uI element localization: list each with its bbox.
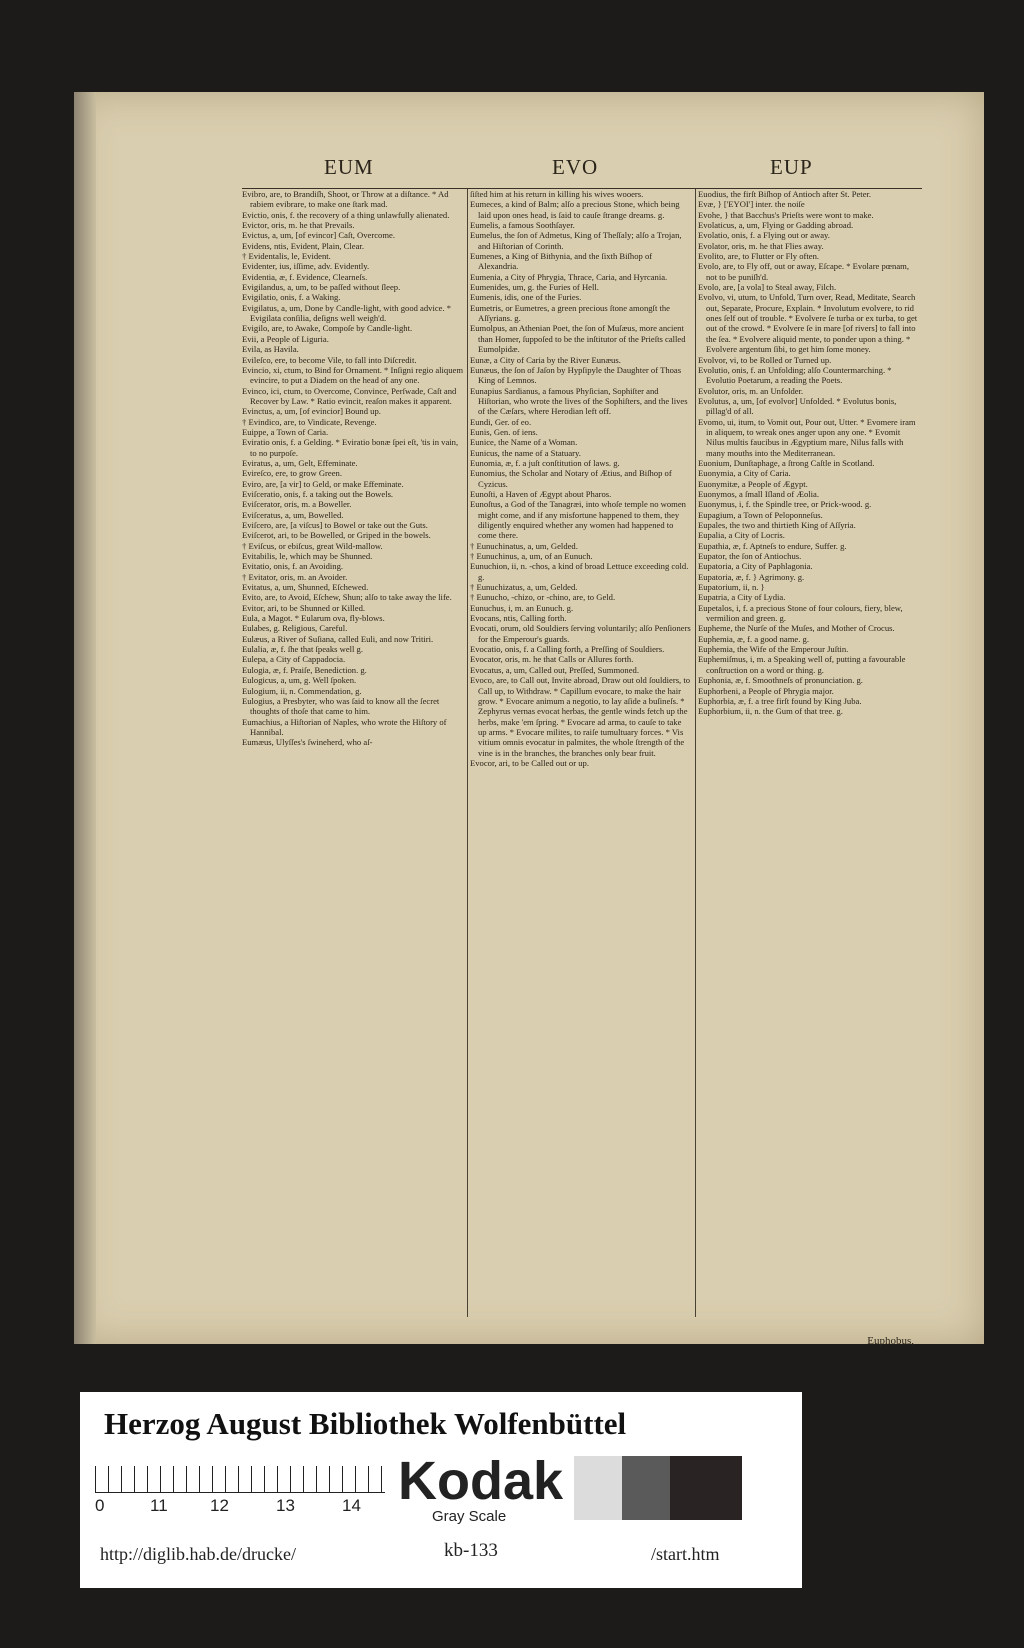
url-suffix: /start.htm: [651, 1544, 720, 1564]
dictionary-entry: Eupagium, a Town of Peloponneſus.: [698, 509, 823, 520]
dictionary-entry: Evitor, ari, to be Shunned or Killed.: [242, 602, 366, 613]
dictionary-entry: Eunis, Gen. of iens.: [470, 426, 538, 437]
dictionary-entry: Eulepa, a City of Cappadocia.: [242, 654, 346, 665]
dictionary-entry: Eula, a Magot. * Eularum ova, fly-blows.: [242, 613, 385, 624]
dictionary-entry: Eulogicus, a, um, g. Well ſpoken.: [242, 675, 357, 686]
dictionary-entry: Eulogius, a Presbyter, who was ſaid to know all the ſecret thoughts of thoſe that came to him.: [242, 695, 440, 717]
dictionary-entry: Eunomia, æ, f. a juſt conſtitution of laws. g.: [470, 457, 620, 468]
dictionary-entry: Evolvor, vi, to be Rolled or Turned up.: [698, 354, 832, 365]
running-head-left: EUM: [324, 155, 374, 179]
dictionary-entry: Euphonia, æ, f. Smoothneſs of pronunciation. g.: [698, 675, 863, 686]
dictionary-entry: Eupatoria, a City of Paphlagonia.: [698, 561, 813, 572]
dictionary-entry: Eunæ, a City of Caria by the River Eunæus.: [470, 354, 621, 365]
dictionary-entry: Eviratio onis, f. a Gelding. * Eviratio bonæ ſpei eſt, 'tis in vain, to no purpoſe.: [242, 437, 459, 458]
dictionary-entry: Evitatus, a, um, Shunned, Eſchewed.: [242, 582, 369, 593]
dictionary-entry: Eulabes, g. Religious, Careful.: [242, 623, 348, 634]
dictionary-entry: Evictio, onis, f. the recovery of a thing unlawfully alienated.: [242, 209, 450, 220]
dictionary-entry: Evitatio, onis, f. an Avoiding.: [242, 561, 344, 572]
dictionary-entry: Evito, are, to Avoid, Eſchew, Shun; alſo to take away the life.: [242, 592, 452, 603]
dictionary-entry: Euonium, Dunſtaphage, a ſtrong Caſtle in Scotland.: [698, 457, 875, 468]
dictionary-entry: Eumenides, um, g. the Furies of Hell.: [470, 282, 599, 293]
dictionary-entry: Eundi, Ger. of eo.: [470, 416, 532, 427]
gray-swatch-mid: [622, 1456, 670, 1520]
kodak-logo: Kodak: [398, 1451, 564, 1511]
source-url: http://diglib.hab.de/drucke/: [100, 1544, 296, 1564]
dictionary-entry: † Evidentalis, le, Evident.: [242, 251, 331, 262]
column-center: [470, 189, 692, 1317]
dictionary-entry: Eunapius Sardianus, a famous Phyſician, Sophiſter and Hiſtorian, who wrote the lives of the Sophiſters, and the lives of the Cæſars, where Herodian left off.: [470, 385, 688, 417]
running-head-center: EVO: [552, 155, 599, 179]
dictionary-entry: Eviſceratus, a, um, Bowelled.: [242, 509, 344, 520]
ruler-label: 11: [150, 1496, 168, 1515]
dictionary-columns: [242, 189, 922, 1317]
dictionary-entry: Euonymus, i, f. the Spindle tree, or Prick-wood. g.: [698, 499, 872, 510]
ruler-label: 14: [342, 1496, 361, 1515]
dictionary-entry: † Eunuchinus, a, um, of an Eunuch.: [470, 551, 593, 562]
dictionary-entry: Eupathia, æ, f. Aptneſs to endure, Suffer. g.: [698, 540, 847, 551]
dictionary-entry: Eunuchion, ii, n. -chos, a kind of broad Lettuce exceeding cold. g.: [470, 561, 689, 582]
ruler-label: 0: [95, 1496, 105, 1515]
dictionary-entry: Eviratus, a, um, Gelt, Effeminate.: [242, 457, 358, 468]
dictionary-entry: Eulogia, æ, f. Praiſe, Benediction. g.: [242, 664, 367, 675]
dictionary-entry: Evigilatio, onis, f. a Waking.: [242, 292, 341, 303]
dictionary-entry: † Evindico, are, to Vindicate, Revenge.: [242, 416, 377, 427]
dictionary-entry: Eupatorium, ii, n. }: [698, 582, 765, 593]
dictionary-entry: Eumeces, a kind of Balm; alſo a precious Stone, which being laid upon ones head, is ſaid to cauſe ſtrange dreams. g.: [470, 199, 680, 220]
dictionary-entry: Evolatio, onis, f. a Flying out or away.: [698, 230, 830, 241]
dictionary-entry: Evocor, ari, to be Called out or up.: [470, 757, 589, 768]
dictionary-entry: Evidens, ntis, Evident, Plain, Clear.: [242, 240, 364, 251]
dictionary-entry: Eupheme, the Nurſe of the Muſes, and Mother of Crocus.: [698, 623, 895, 634]
dictionary-entry: Evinco, ici, ctum, to Overcome, Convince, Perſwade, Caſt and Recover by Law. * Ratio evincit, reaſon makes it apparent.: [242, 385, 457, 406]
gray-scale-label: Gray Scale: [432, 1508, 507, 1525]
dictionary-entry: Evocator, oris, m. he that Calls or Allures forth.: [470, 654, 634, 665]
dictionary-entry: Euphemia, the Wife of the Emperour Juſtin.: [698, 644, 849, 655]
column-left: [242, 189, 464, 1317]
dictionary-entry: Evolaticus, a, um, Flying or Gadding abroad.: [698, 220, 854, 231]
dictionary-entry: Evolutus, a, um, [of evolvor] Unfolded. * Evolutus bonis, pillag'd of all.: [698, 395, 897, 417]
dictionary-entry: Euphemiſmus, i, m. a Speaking well of, putting a favourable conſtruction on a word or thing. g.: [698, 654, 906, 675]
dictionary-entry: Eumetris, or Eumetres, a green precious ſtone amongſt the Aſſyrians. g.: [470, 302, 670, 324]
dictionary-entry: Evæ, } ['EYOI'] inter. the noiſe: [698, 199, 805, 210]
dictionary-entry: Eupalia, a City of Locris.: [698, 530, 785, 541]
dictionary-entry: Evileſco, ere, to become Vile, to fall into Diſcredit.: [242, 354, 417, 365]
dictionary-entry: Evocatus, a, um, Called out, Preſſed, Summoned.: [470, 664, 639, 675]
dictionary-entry: Eunice, the Name of a Woman.: [470, 437, 578, 448]
dictionary-entry: Euphorbia, æ, f. a tree firſt found by King Juba.: [698, 695, 862, 706]
dictionary-entry: Eupator, the ſon of Antiochus.: [698, 551, 802, 562]
dictionary-entry: Euphorbeni, a People of Phrygia major.: [698, 685, 834, 696]
dictionary-entry: Evigilandus, a, um, to be paſſed without ſleep.: [242, 282, 401, 293]
dictionary-entry: Evolito, are, to Flutter or Fly often.: [698, 251, 820, 262]
ruler-label: 12: [210, 1496, 229, 1515]
dictionary-entry: Evocati, orum, old Souldiers ſerving voluntarily; alſo Penſioners for the Emperour's guards.: [470, 623, 691, 644]
dictionary-entry: Eunæus, the ſon of Jaſon by Hypſipyle the Daughter of Thoas King of Lemnos.: [470, 364, 682, 386]
dictionary-entry: Evolvo, vi, utum, to Unfold, Turn over, Read, Meditate, Search out, Separate, Procure, Explain. * Involutum evolvere, to rid ones ſelf out of trouble. * Evolvere ſe turba or ex turba, to get out of the crowd. * Evolvere ſe in mare [of rivers] to fall into the ſea. * Evolvere aliquid mente, to ponder upon a thing. * Evolvere argentum ſibi, to get him ſome money.: [698, 292, 918, 355]
dictionary-entry: Eupatoria, æ, f. } Agrimony. g.: [698, 571, 805, 582]
dictionary-entry: Evictus, a, um, [of evincor] Caſt, Overcome.: [242, 230, 395, 241]
dictionary-entry: Evigilatus, a, um, Done by Candle-light, with good advice. * Evigilata conſilia, deſigns well weigh'd.: [242, 302, 452, 324]
dictionary-entry: Evictor, oris, m. he that Prevails.: [242, 220, 355, 231]
measure-ruler: [95, 1466, 385, 1493]
dictionary-entry: Eulalia, æ, f. ſhe that ſpeaks well g.: [242, 644, 363, 655]
dictionary-entry: Eumenis, idis, one of the Furies.: [470, 292, 582, 303]
dictionary-entry: † Eviſcus, or ebiſcus, great Wild-mallow.: [242, 540, 383, 551]
dictionary-entry: Evolo, are, [a vola] to Steal away, Filch.: [698, 282, 837, 293]
dictionary-entry: Eumelis, a famous Soothſayer.: [470, 220, 575, 231]
dictionary-entry: Eumelus, the ſon of Admetus, King of Theſſaly; alſo a Trojan, and Hiſtorian of Corinth.: [470, 230, 682, 251]
dictionary-entry: Euonymos, a ſmall Iſland of Æolia.: [698, 488, 820, 499]
running-heads: [242, 155, 922, 189]
dictionary-entry: † Evitator, oris, m. an Avoider.: [242, 571, 348, 582]
dictionary-entry: Evila, as Havila.: [242, 344, 299, 355]
shelf-code: kb-133: [444, 1540, 498, 1561]
catchword: Euphobus,: [867, 1335, 914, 1347]
dictionary-entry: Evitabilis, le, which may be Shunned.: [242, 551, 373, 562]
dictionary-entry: Evoco, are, to Call out, Invite abroad, Draw out old ſouldiers, to Call up, to Withdraw. * Capillum evocare, to make the hair grow. * Evocare animum a negotio, to lay aſide a buſineſs. * Zephyrus vernas evocat herbas, the gentle winds fetch up the herbs, make 'em ſpring. * Evocare ad arma, to cauſe to take up arms. * Evocare milites, to raiſe tumultuary forces. * Vis vitium omnis evocatur in palmites, the whole ſtrength of the vine is in the branches, the branches only bear fruit.: [470, 675, 691, 758]
dictionary-entry: Evolo, are, to Fly off, out or away, Eſcape. * Evolare pœnam, not to be puniſh'd.: [698, 261, 909, 282]
dictionary-entry: Evolator, oris, m. he that Flies away.: [698, 240, 824, 251]
dictionary-entry: Evolutor, oris, m. an Unfolder.: [698, 385, 804, 396]
dictionary-entry: Evigilo, are, to Awake, Compoſe by Candle-light.: [242, 323, 413, 334]
dictionary-entry: Eupales, the two and thirtieth King of Aſſyria.: [698, 520, 856, 530]
color-calibration-bar: [80, 1392, 802, 1588]
dictionary-entry: Euphorbium, ii, n. the Gum of that tree. g.: [698, 706, 843, 717]
dictionary-entry: Eunicus, the name of a Statuary.: [470, 447, 581, 458]
dictionary-entry: Evolutio, onis, f. an Unfolding; alſo Countermarching. * Evolutio Poetarum, a reading the Poets.: [698, 364, 892, 386]
dictionary-entry: Evibro, are, to Brandiſh, Shoot, or Throw at a diſtance. * Ad rabiem evibrare, to make one ſtark mad.: [242, 189, 449, 210]
dictionary-entry: Euippe, a Town of Caria.: [242, 426, 329, 437]
dictionary-entry: Evidenter, ius, iſſime, adv. Evidently.: [242, 261, 370, 272]
dictionary-entry: Eviſcerator, oris, m. a Boweller.: [242, 499, 352, 510]
book-page: [74, 92, 984, 1347]
gray-swatch-dark: [670, 1456, 742, 1520]
dictionary-entry: † Eunuchizatus, a, um, Gelded.: [470, 582, 578, 593]
dictionary-entry: Euonymitæ, a People of Ægypt.: [698, 478, 808, 489]
dictionary-entry: Eunuchus, i, m. an Eunuch. g.: [470, 602, 574, 613]
dictionary-entry: Evomo, ui, itum, to Vomit out, Pour out, Utter. * Evomere iram in aliquem, to wreak ones anger upon any one. * Evomit Nilus multis faucibus in Ægyptium mare, Nilus falls with many mouths into the Mediterranean.: [698, 416, 916, 458]
dictionary-entry: Euphemia, æ, f. a good name. g.: [698, 633, 809, 644]
dictionary-entry: Eulæus, a River of Suſiana, called Euli, and now Tritiri.: [242, 633, 434, 644]
dictionary-entry: Eumachius, a Hiſtorian of Naples, who wrote the Hiſtory of Hannibal.: [242, 716, 447, 737]
dictionary-entry: Evocatio, onis, f. a Calling forth, a Preſſing of Souldiers.: [470, 644, 665, 655]
print-area: [242, 155, 922, 1360]
dictionary-entry: Evohe, } that Bacchus's Prieſts were wont to make.: [698, 209, 874, 220]
dictionary-entry: Evinctus, a, um, [of evincior] Bound up.: [242, 406, 381, 417]
dictionary-entry: ſiſted him at his return in killing his wives wooers.: [470, 189, 644, 199]
dictionary-entry: † Eunuchinatus, a, um, Gelded.: [470, 540, 578, 551]
library-name: Herzog August Bibliothek Wolfenbüttel: [104, 1406, 627, 1441]
dictionary-entry: Eviſcerot, ari, to be Bowelled, or Griped in the bowels.: [242, 530, 431, 541]
dictionary-entry: Eumenia, a City of Phrygia, Thrace, Caria, and Hyrcania.: [470, 271, 668, 282]
dictionary-entry: Eumæus, Ulyſſes's ſwineherd, who aſ-: [242, 737, 373, 748]
dictionary-entry: Eumenes, a King of Bithynia, and the ſixth Biſhop of Alexandria.: [470, 251, 653, 272]
dictionary-entry: Euonymia, a City of Caria.: [698, 468, 791, 479]
dictionary-entry: Eunomius, the Scholar and Notary of Ætius, and Biſhop of Cyzicus.: [470, 468, 672, 489]
dictionary-entry: Eumolpus, an Athenian Poet, the ſon of Muſæus, more ancient than Homer, ſuppoſed to be the inſtitutor of the Prieſts called Eumolpidæ.: [470, 323, 686, 355]
dictionary-entry: † Eunucho, -chizo, or -chino, are, to Geld.: [470, 592, 616, 603]
dictionary-entry: Euodius, the firſt Biſhop of Antioch after St. Peter.: [698, 189, 872, 199]
dictionary-entry: Eupatria, a City of Lydia.: [698, 592, 786, 603]
dictionary-entry: Evincio, xi, ctum, to Bind for Ornament. * Inſigni regio aliquem evincire, to put a Diadem on the head of any one.: [242, 364, 464, 386]
running-head-right: EUP: [770, 155, 813, 179]
dictionary-entry: Eviro, are, [a vir] to Geld, or make Effeminate.: [242, 478, 404, 489]
dictionary-entry: Evocans, ntis, Calling forth.: [470, 613, 567, 624]
dictionary-entry: Eunoſti, a Haven of Ægypt about Pharos.: [470, 488, 612, 499]
dictionary-entry: Evii, a People of Liguria.: [242, 333, 329, 344]
column-right: [698, 189, 920, 1317]
dictionary-entry: Evidentia, æ, f. Evidence, Clearneſs.: [242, 271, 368, 282]
page-gutter: [74, 92, 96, 1344]
dictionary-entry: Eviſceratio, onis, f. a taking out the Bowels.: [242, 488, 394, 499]
dictionary-entry: Eunoſtus, a God of the Tanagræi, into whoſe temple no women might come, and if any misfortune happened to them, they diligently enquired whether any women had happened to come there.: [470, 499, 686, 541]
gray-swatch-light: [574, 1456, 622, 1520]
dictionary-entry: Eviſcero, are, [a viſcus] to Bowel or take out the Guts.: [242, 520, 428, 530]
ruler-label: 13: [276, 1496, 295, 1515]
dictionary-entry: Eulogium, ii, n. Commendation, g.: [242, 685, 362, 696]
dictionary-entry: Evireſco, ere, to grow Green.: [242, 468, 342, 479]
dictionary-entry: Eupetalos, i, f. a precious Stone of four colours, fiery, blew, vermilion and green. g.: [698, 602, 903, 624]
